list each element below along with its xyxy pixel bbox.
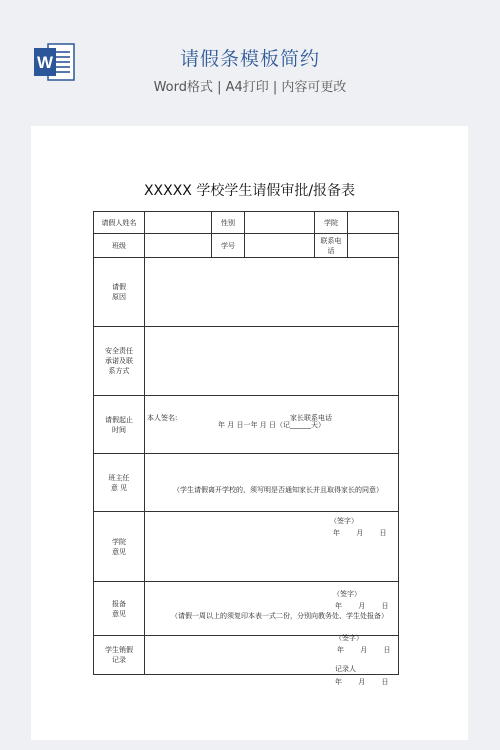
gender-field[interactable] <box>245 212 315 234</box>
period-field[interactable] <box>145 396 399 454</box>
teacher-field[interactable] <box>145 454 399 537</box>
college-opinion-field[interactable] <box>145 512 399 610</box>
name-field[interactable] <box>145 212 212 234</box>
form-title: XXXXX 学校学生请假审批/报备表 <box>143 183 356 199</box>
cancel-label: 学生销假 记录 <box>94 636 145 675</box>
page-title: 请假条模板简约 <box>179 48 320 70</box>
row-teacher <box>94 454 399 512</box>
row-class <box>94 234 399 258</box>
period-label: 请假起止 时间 <box>94 396 145 454</box>
document-page <box>31 126 468 740</box>
page-header <box>0 0 500 120</box>
safety-label: 安全责任 承诺及联 系方式 <box>94 327 145 396</box>
college-label: 学院 <box>315 212 348 234</box>
report-note: （请假一周以上的须复印本表一式二份，分别向教务处、学生处报备） <box>171 611 388 620</box>
recorder-label: 记录人 <box>335 665 356 673</box>
reason-field[interactable] <box>145 258 399 327</box>
college-date: 年 月 日 <box>335 601 389 610</box>
cancel-date: 年 月 日 <box>335 678 389 686</box>
teacher-note: （学生请假离开学校的，须写明是否通知家长并且取得家长的同意） <box>173 485 383 494</box>
teacher-sign-label: （签字） <box>330 516 358 525</box>
parent-phone-label: 家长联系电话 <box>290 414 332 422</box>
safety-field[interactable] <box>145 327 399 422</box>
student-id-field[interactable] <box>245 234 315 258</box>
self-signature-label: 本人签名: <box>147 414 178 422</box>
college-sign-label: （签字） <box>333 589 361 598</box>
phone-label: 联系电 话 <box>315 234 348 258</box>
row-reason <box>94 258 399 327</box>
leave-form-table <box>93 211 399 686</box>
report-label: 报备 意见 <box>94 582 145 636</box>
name-label: 请假人姓名 <box>94 212 145 234</box>
row-safety <box>94 327 399 396</box>
period-text: 年 月 日一年 月 日（记______天） <box>218 420 325 429</box>
report-date: 年 月 日 <box>337 645 391 654</box>
teacher-label: 班主任 意 见 <box>94 454 145 512</box>
college-opinion-label: 学院 意见 <box>94 512 145 582</box>
row-name <box>94 212 399 234</box>
class-field[interactable] <box>145 234 212 258</box>
college-field[interactable] <box>348 212 399 234</box>
gender-label: 性别 <box>212 212 245 234</box>
row-period <box>94 396 399 454</box>
reason-label: 请假 原因 <box>94 258 145 327</box>
student-id-label: 学号 <box>212 234 245 258</box>
page-subtitle: Word格式 | A4打印 | 内容可更改 <box>153 80 347 95</box>
phone-field[interactable] <box>348 234 399 258</box>
svg-text:W: W <box>36 53 54 72</box>
class-label: 班级 <box>94 234 145 258</box>
report-sign-label: （签字） <box>335 633 363 642</box>
teacher-date: 年 月 日 <box>333 528 387 537</box>
